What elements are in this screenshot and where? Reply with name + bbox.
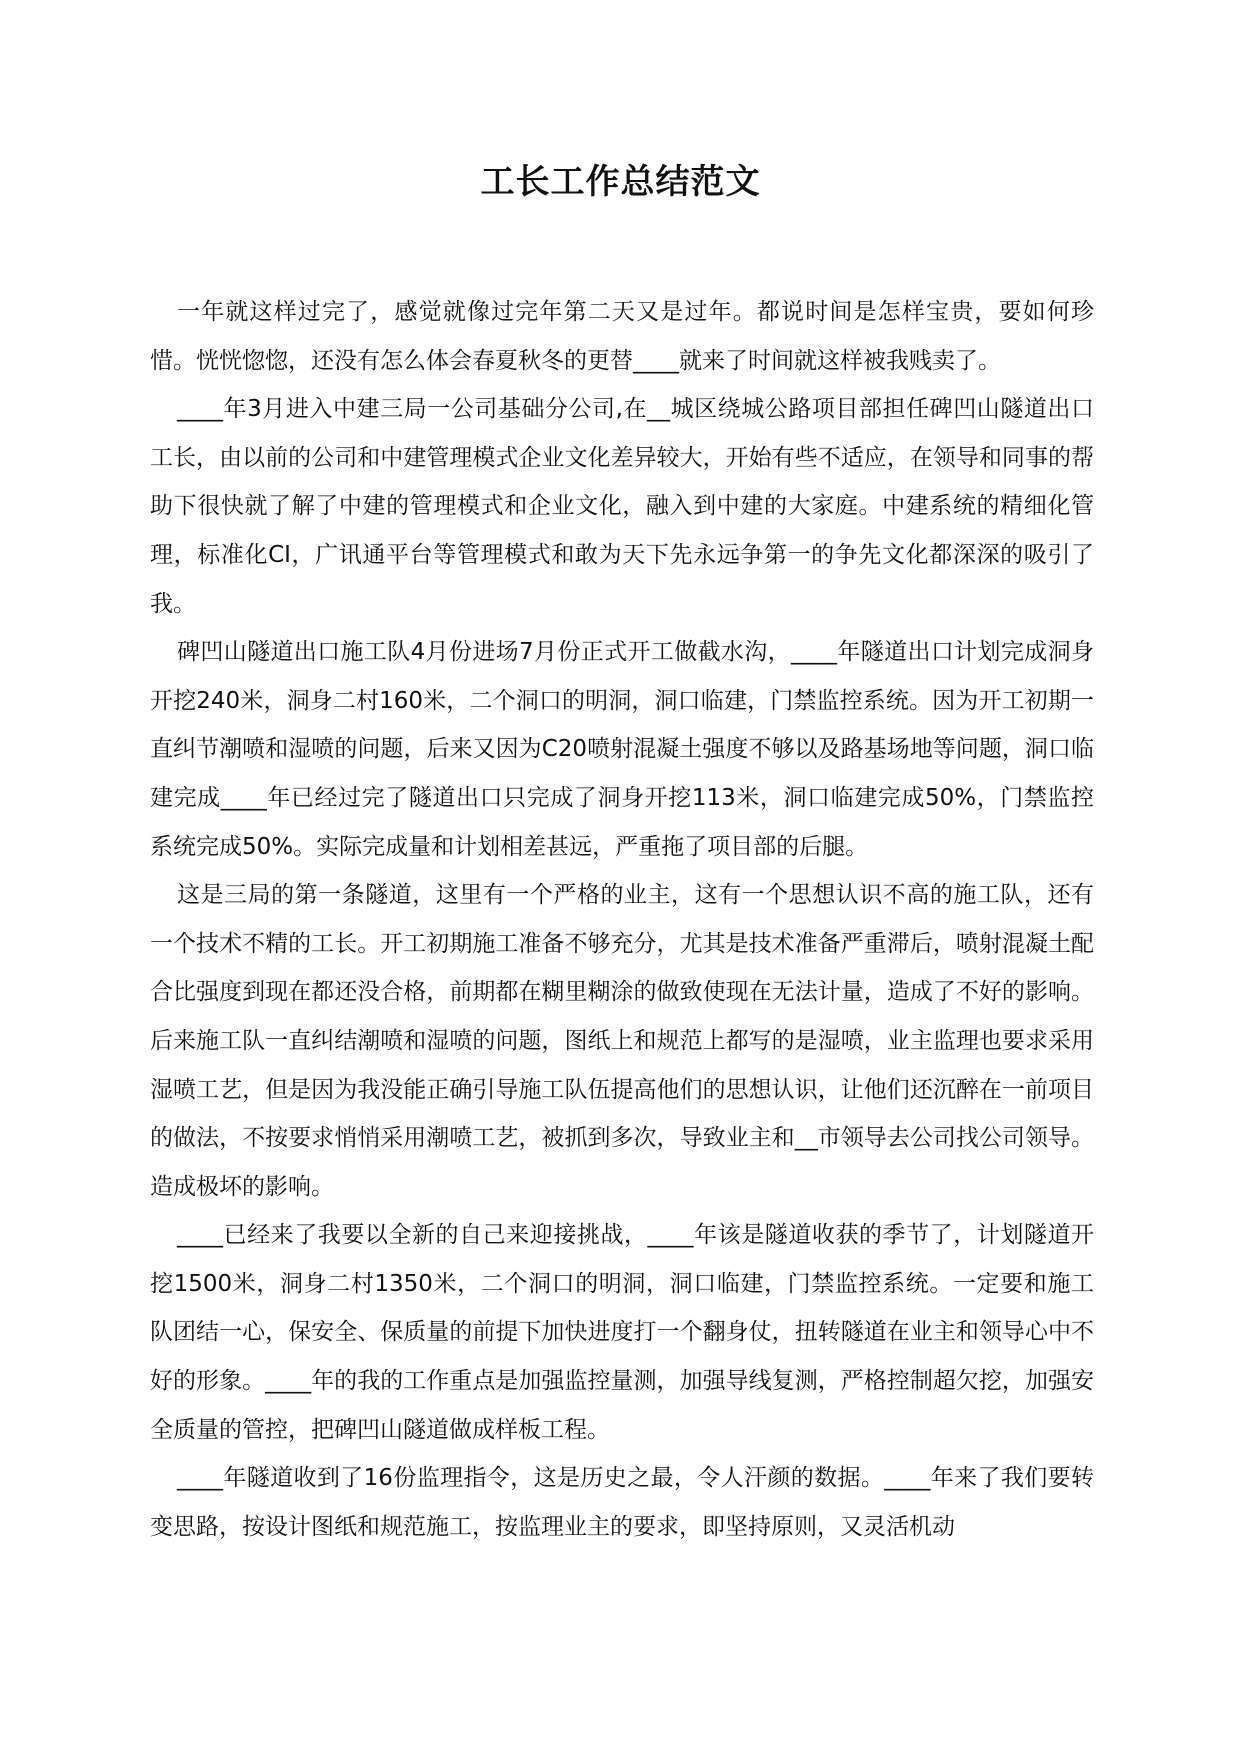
document-title: 工长工作总结范文 — [480, 162, 761, 202]
document-body — [150, 288, 1094, 1551]
paragraph-problems: 这是三局的第一条隧道，这里有一个严格的业主，这有一个思想认识不高的施工队，还有一个技术不精的工长。开工初期施工准备不够充分，尤其是技术准备严重滞后，喷射混凝土配合比强度到现在都还没合格，前期都在糊里糊涂的做致使现在无法计量，造成了不好的影响。后来施工队一直纠结潮喷和湿喷的问题，图纸上和规范上都写的是湿喷，业主监理也要求采用湿喷工艺，但是因为我没能正确引导施工队伍提高他们的思想认识，让他们还沉醉在一前项目的做法，不按要求悄悄采用潮喷工艺，被抓到多次，导致业主和__市领导去公司找公司领导。造成极坏的影响。 — [150, 882, 1094, 1200]
paragraph-joining-company: ____年3月进入中建三局一公司基础分公司,在__城区绕城公路项目部担任碑凹山隧道出口工长，由以前的公司和中建管理模式企业文化差异较大，开始有些不适应，在领导和同事的帮助下很快就了解了中建的管理模式和企业文化，融入到中建的大家庭。中建系统的精细化管理，标准化CI，广讯通平台等管理模式和敢为天下先永远争第一的争先文化都深深的吸引了我。 — [150, 396, 1094, 617]
paragraph-supervision-orders: ____年隧道收到了16份监理指令，这是历史之最，令人汗颜的数据。____年来了我们要转变思路，按设计图纸和规范施工，按监理业主的要求，即坚持原则，又灵活机动 — [150, 1465, 1094, 1540]
paragraph-intro: 一年就这样过完了，感觉就像过完年第二天又是过年。都说时间是怎样宝贵，要如何珍惜。恍恍惚惚，还没有怎么体会春夏秋冬的更替____就来了时间就这样被我贱卖了。 — [150, 299, 1094, 374]
paragraph-next-year-plan: ____已经来了我要以全新的自己来迎接挑战，____年该是隧道收获的季节了，计划隧道开挖1500米，洞身二村1350米，二个洞口的明洞，洞口临建，门禁监控系统。一定要和施工队团结一心，保安全、保质量的前提下加快进度打一个翻身仗，扭转隧道在业主和领导心中不好的形象。____年的我的工作重点是加强监控量测，加强导线复测，严格控制超欠挖，加强安全质量的管控，把碑凹山隧道做成样板工程。 — [150, 1222, 1094, 1443]
paragraph-tunnel-progress: 碑凹山隧道出口施工队4月份进场7月份正式开工做截水沟，____年隧道出口计划完成洞身开挖240米，洞身二村160米，二个洞口的明洞，洞口临建，门禁监控系统。因为开工初期一直纠节潮喷和湿喷的问题，后来又因为C20喷射混凝土强度不够以及路基场地等问题，洞口临建完成____年已经过完了隧道出口只完成了洞身开挖113米，洞口临建完成50%，门禁监控系统完成50%。实际完成量和计划相差甚远，严重拖了项目部的后腿。 — [150, 639, 1094, 860]
